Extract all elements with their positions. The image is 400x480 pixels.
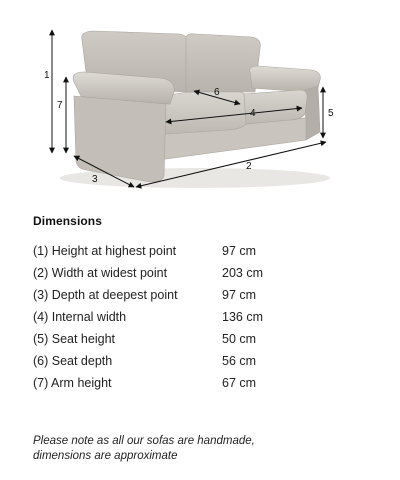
seat-depth-marker: 6 bbox=[214, 87, 220, 98]
back-cushion-right bbox=[186, 34, 260, 92]
dimension-label: (7) Arm height bbox=[33, 376, 112, 390]
seat-cushion-left bbox=[160, 92, 249, 134]
dimension-value: 50 cm bbox=[222, 332, 257, 346]
dimension-value: 97 cm bbox=[222, 244, 257, 258]
dimension-label: (1) Height at highest point bbox=[33, 244, 177, 258]
dimension-label: (2) Width at widest point bbox=[33, 266, 168, 280]
dimension-row-depth bbox=[33, 288, 333, 310]
dimension-value: 203 cm bbox=[222, 266, 263, 280]
internal-width-marker: 4 bbox=[250, 108, 256, 119]
dimension-value: 136 cm bbox=[222, 310, 263, 324]
dimension-label: (4) Internal width bbox=[33, 310, 127, 324]
note-line: Please note as all our sofas are handmade, bbox=[33, 435, 255, 447]
dimension-label: (5) Seat height bbox=[33, 332, 115, 346]
dimension-value: 97 cm bbox=[222, 288, 257, 302]
right-arm-top bbox=[250, 66, 321, 92]
dimension-row-seat-height bbox=[33, 332, 333, 354]
depth-marker: 3 bbox=[92, 174, 98, 185]
dimension-row-height bbox=[33, 244, 333, 266]
note-line: dimensions are approximate bbox=[33, 450, 178, 462]
left-arm-front bbox=[74, 96, 166, 182]
sofa-illustration bbox=[0, 0, 400, 200]
dimension-row-arm-height bbox=[33, 376, 333, 398]
dimension-row-width bbox=[33, 266, 333, 288]
dimension-row-internal-width bbox=[33, 310, 333, 332]
sofa-dimension-diagram bbox=[0, 0, 400, 200]
dimensions-heading: Dimensions bbox=[33, 214, 103, 228]
dimensions-list bbox=[33, 244, 333, 398]
dimension-label: (6) Seat depth bbox=[33, 354, 113, 368]
width-marker: 2 bbox=[246, 161, 252, 172]
dimension-value: 67 cm bbox=[222, 376, 257, 390]
dimension-value: 56 cm bbox=[222, 354, 257, 368]
dimension-row-seat-depth bbox=[33, 354, 333, 376]
arm-height-marker: 7 bbox=[57, 100, 63, 111]
seat-height-marker: 5 bbox=[328, 108, 334, 119]
handmade-note bbox=[33, 434, 363, 464]
dimension-label: (3) Depth at deepest point bbox=[33, 288, 178, 302]
right-arm-side bbox=[305, 86, 320, 140]
height-marker: 1 bbox=[44, 70, 50, 81]
